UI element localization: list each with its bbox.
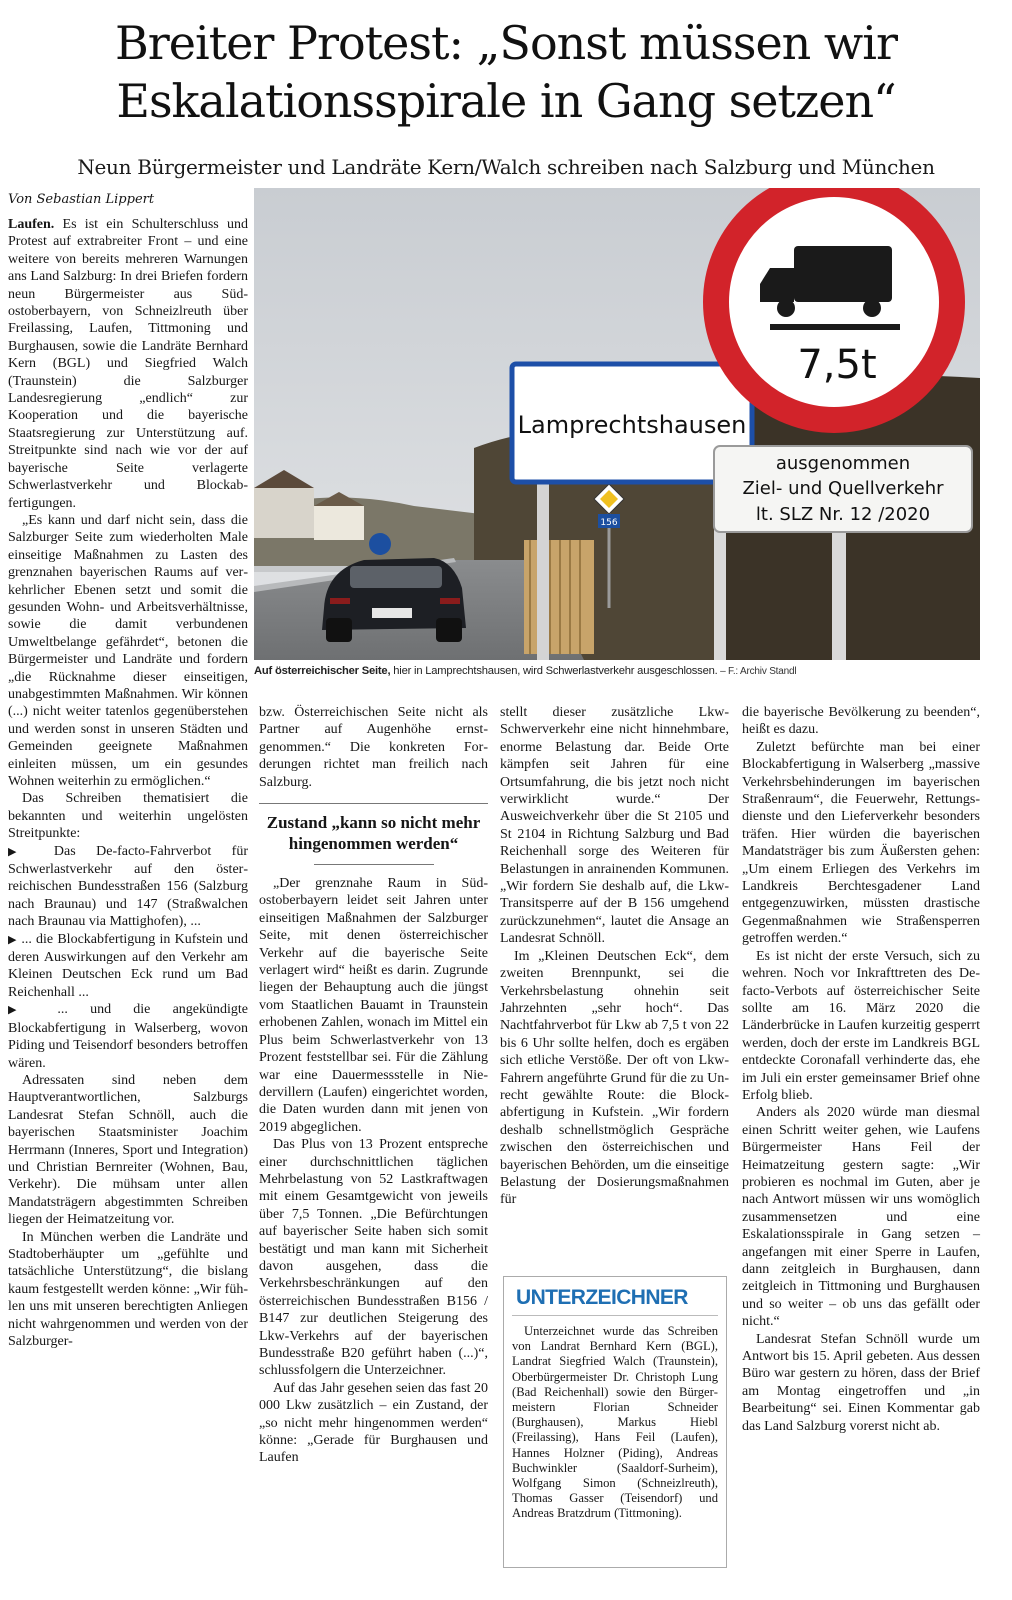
- road-number-sign: 156: [600, 518, 618, 528]
- paragraph: bzw. Österreichischen Seite nicht als Partner auf Augenhöhe ernstgenommen.“ Die konkreten Forderungen richtet man freilich nach Salzburg.: [259, 705, 488, 790]
- paragraph: [8, 216, 248, 512]
- article-column-4: [742, 704, 980, 1435]
- photo-caption: [254, 664, 980, 679]
- box-text: Unterzeichnet wurde das Schreiben von Landrat Bernhard Kern (BGL), Landrat Siegfried Walch (Traunstein), Oberbürgermeister Dr. Christoph Lung (Bad Reichenhall) sowie den Bürgermeistern Florian Schneider (Burghausen), Markus Hiebl (Freilassing), Hans Feil (Laufen), Hannes Holzner (Piding), Andreas Buchwinkler (Saaldorf-Surheim), Wolfgang Simon (Schneizlreuth), Thomas Gasser (Teisendorf) und Andreas Bratzdrum (Tittmoning).: [512, 1324, 718, 1521]
- bullet-text: ... und die angekündigte Blockabfertigung in Walserberg, wovon Piding und Teisendorf besonders betroffen wären.: [8, 1002, 248, 1071]
- paragraph: In München werben die Landräte und Stadtoberhäupter um „gefühlte und tatsächliche Unterstützung“, die bislang kaum festgestellt werden könne: „Wir fühlen uns mit unseren berechtigten Anliegen nicht wahrgenommen und werden von der Salzburger-: [8, 1229, 248, 1349]
- paragraph: Adressaten sind neben dem Hauptverantwortlichen, Salzburgs Landesrat Stefan Schnöll, auch die bayerischen Staatsminister Joachim Herrmann (Inneres, Sport und Integration) und Christian Bernreiter (Wohnen, Bau, Verkehr). Die mühsam unter allen Mandatsträgern abgestimmten Schreiben liegen der Heimatzeitung vor.: [8, 1072, 248, 1228]
- triangle-bullet-icon: ▶: [8, 1004, 36, 1017]
- caption-text: hier in Lamprechtshausen, wird Schwerlastverkehr ausgeschlossen.: [390, 665, 718, 677]
- divider: [314, 864, 434, 865]
- article-column-1: [8, 216, 248, 1350]
- paragraph: Das Schreiben thematisiert die bekannten und weiterhin ungelösten Streitpunkte:: [8, 791, 248, 842]
- paragraph: Zuletzt befürchte man bei einer Blockabfertigung in Walserberg „massive Verkehrsbehinderungen im bayerischen Straßenraum“, die Feuerwehr, Rettungsdienste und den Lieferverkehr besonders träfen. Hier würden die bayerischen Mandatsträger bis zum Äußersten gehen: „Um einem Erliegen des Verkehrs im Landkreis Berchtesgadener Land entgegenzuwirken, müssten drastische Gegenmaßnahmen wie Straßensperren getroffen werden.“: [742, 739, 980, 947]
- weight-limit-sign: 7,5t: [797, 342, 877, 388]
- byline: Von Sebastian Lippert: [8, 192, 155, 207]
- paragraph: „Es kann und darf nicht sein, dass die Salzburger Seite zum wiederholten Male einseitige Maßnahmen zu Lasten des grenznahen bayerischen Raums auf verkehrlicher Ebenen setzt und somit die gesunden Wohn- und Arbeitsverhältnisse, sowie die damit verbundenen Umweltbelange gefährdet“, betonen die Bürgermeister und Landräte und fordern „die Rücknahme dieser einseitigen, unabgestimmten Maßnahmen. Wir können (...) nicht weiter tatenlos gegenüberstehen und werden sonst in unseren Städten und Gemeinden geeignete Maßnahmen einleiten müssen, um ein gesundes Wohnen weiterhin zu ermöglichen.“: [8, 512, 248, 789]
- plate-line-3: lt. SLZ Nr. 12 /2020: [755, 504, 931, 525]
- paragraph: Anders als 2020 würde man diesmal einen Schritt weiter gehen, wie Laufens Bürgermeister Hans Feil der Heimatzeitung gestern sagte: „Wir probieren es nochmal im Guten, aber je nach Antwort müssen wir uns womöglich zusammensetzen und eine Eskalationsspirale in Gang setzen – angefangen mit einer Sperre in Laufen, dann zeitgleich in Burghausen, dann zeitgleich in Tittmoning und Burghausen und so weiter – ob uns das gefällt oder nicht.“: [742, 1105, 980, 1330]
- paragraph: Es ist nicht der erste Versuch, sich zu wehren. Noch vor Inkrafttreten des De-facto-Verbots auf österreichischer Seite sollte am 16. März 2020 die Länderbrücke in Laufen kurzeitig gesperrt werden, doch der erste im Landkreis BGL entdeckte Coronafall verhinderte das, ehe im Juli ein erster gemeinsamer Brief ohne Erfolg blieb.: [742, 948, 980, 1103]
- headline-line-1: Breiter Protest: „Sonst müssen wir: [115, 16, 897, 70]
- signatories-box: [503, 1276, 727, 1568]
- triangle-bullet-icon: ▶: [8, 845, 34, 858]
- paragraph: stellt dieser zusätzliche Lkw-Schwerverkehr eine nicht hinnehmbare, enorme Belastung dar. Beide Orte kämpfen seit Jahren für eine Ortsumfahrung, die bis jetzt noch nicht verwirklicht wurde.“ Der Ausweichverkehr über die St 2105 und St 2104 in Richtung Salzburg und Bad Reichenhall sorge des Weiteren für Belastungen in anrainenden Kommunen. „Wir fordern Sie deshalb auf, die Lkw-Transitsperre auf der B 156 umgehend zurückzunehmen“, lautet die Ansage an Landesrat Schnöll.: [500, 705, 729, 947]
- subheadline: Neun Bürgermeister und Landräte Kern/Walch schreiben nach Salzburg und München: [77, 155, 935, 179]
- paragraph: die bayerische Bevölkerung zu beenden“, heißt es dazu.: [742, 705, 980, 738]
- article-photo: [254, 188, 980, 660]
- paragraph-text: Es ist ein Schulterschluss und Protest auf extrabreiter Front – und eine weitere von bereits mehreren Warnungen ans Land Salzburg: In drei Briefen fordern neun Bürgermeister aus Südostoberbayern, von Schneizlreuth über Freilassing, Laufen, Tittmoning und Burghausen, sowie die Landräte Bernhard Kern (BGL) und Siegfried Walch (Traunstein) die Salzburger Landesregierung „endlich“ zur Kooperation und die bayerische Staatsregierung zur Unterstützung auf. Streitpunkte sind nach wie vor der auf bayerische Seite verlagerte Schwerlastverkehr und Blockabfertigungen.: [8, 217, 248, 511]
- triangle-bullet-icon: ▶: [8, 933, 18, 946]
- caption-lead: Auf österreichischer Seite,: [254, 665, 391, 677]
- headline: [0, 14, 1012, 130]
- bullet-text: ... die Blockabfertigung in Kufstein und deren Auswirkungen auf den Verkehr am Kleinen Deutschen Eck rund um Bad Reichenhall ...: [8, 931, 248, 1000]
- box-title: UNTERZEICHNER: [512, 1285, 718, 1316]
- bullet-item: [8, 1001, 248, 1072]
- article-column-2: [259, 704, 488, 1467]
- dateline: Laufen.: [8, 217, 55, 232]
- intertitle-text: Zustand „kann so nicht mehr hingenommen werden“: [266, 813, 481, 854]
- town-sign: Lamprechtshausen: [517, 411, 747, 439]
- paragraph: „Der grenznahe Raum in Südostoberbayern leidet seit Jahren unter einseitigen Maßnahmen der Salzburger Seite, mit denen österreichischer Verkehr auf die bayerische Seite verlagert wird“ heißt es darin. Zugrunde liegen der Behauptung auch die jüngst vom Staatlichen Bauamt in Traunstein erhobenen Zahlen, wonach im Mittel ein Plus beim Schwerlastverkehr von 13 Prozent feststellbar sei. Für die Zählung war eine Dauermessstelle in Niedervillern (Laufen) eingerichtet worden, die Daten wurden dann mit jenen von 2019 abgeglichen.: [259, 876, 488, 1135]
- plate-line-2: Ziel- und Quellverkehr: [742, 478, 944, 499]
- bullet-item: [8, 931, 248, 1002]
- bullet-text: Das De-facto-Fahrverbot für Schwerlastverkehr auf den österreichischen Bundesstraßen 156 (Salzburg nach Braunau) und 147 (Straßwalchen nach Braunau via Mattighofen), ...: [8, 843, 248, 930]
- bullet-item: [8, 843, 248, 931]
- paragraph: Das Plus von 13 Prozent entspreche einer durchschnittlichen täglichen Mehrbelastung von 52 Lastkraftwagen mit einem Gesamtgewicht von jeweils über 7,5 Tonnen. „Die Befürchtungen auf bayerischer Seite haben sich somit bestätigt und man kann mit Sicherheit davon ausgehen, dass die Verkehrsbeschränkungen auf den österreichischen Bundesstraßen B156 / B147 zur deutlichen Steigerung des Lkw-Verkehrs auf der bayerischen Bundesstraße B20 geführt haben (...)“, schlussfolgern die Unterzeichner.: [259, 1137, 488, 1379]
- paragraph: Im „Kleinen Deutschen Eck“, dem zweiten Brennpunkt, sei die Verkehrsbelastung ohnehin seit Jahrzehnten „sehr hoch“. Das Nachtfahrverbot für Lkw ab 7,5 t von 22 bis 6 Uhr sollte helfen, doch es ergäben sich etliche Verstöße. Der oft von Lkw-Fahrern angeführte Grund für die zu Unrecht gewählte Route: die Blockabfertigung in Kufstein. „Wir fordern deshalb schnellstmöglich Gespräche zwischen den österreichischen und bayerischen Behörden, um die einseitige Belastung der Dosierungsmaßnahmen für: [500, 948, 729, 1208]
- paragraph: Landesrat Stefan Schnöll wurde um Antwort bis 15. April gebeten. Aus dessen Büro war gestern zu hören, dass der Brief am Montag eingetroffen und „in Bearbeitung“ sei. Einen Kommentar gab das Land Salzburg vorerst nicht ab.: [742, 1331, 980, 1434]
- paragraph: Auf das Jahr gesehen seien das fast 20 000 Lkw zusätzlich – ein Zustand, der „so nicht mehr hingenommen werden“ könne: „Gerade für Burghausen und Laufen: [259, 1380, 488, 1466]
- article-column-3: [500, 704, 729, 1209]
- plate-line-1: ausgenommen: [775, 453, 911, 474]
- intertitle: [259, 803, 488, 865]
- photo-credit: – F.: Archiv Standl: [717, 666, 797, 677]
- headline-line-2: Eskalationsspirale in Gang setzen“: [116, 74, 896, 128]
